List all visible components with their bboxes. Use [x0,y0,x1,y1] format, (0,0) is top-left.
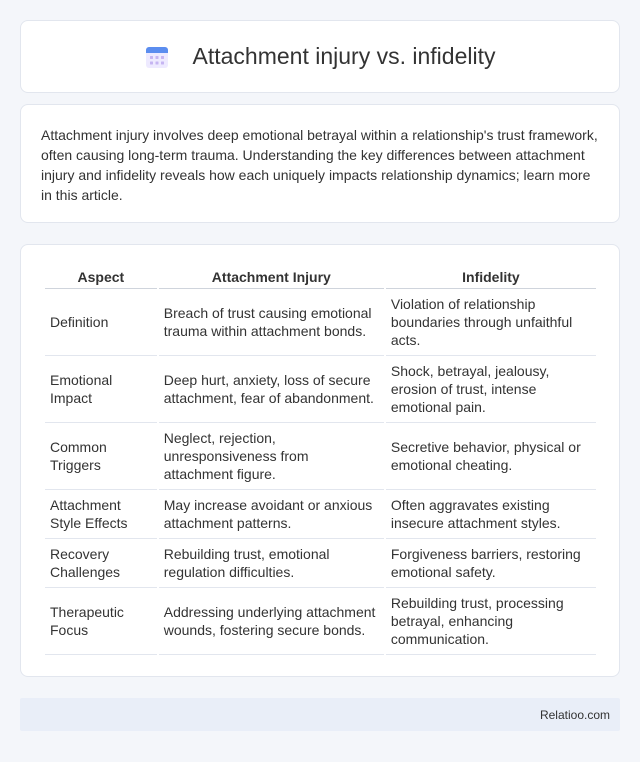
aspect-cell: Therapeutic Focus [45,588,157,655]
intro-text: Attachment injury involves deep emotional betrayal within a relationship's trust framework, often causing long-term trauma. Understanding the key differences between attachment injury and infidelity reveals how each uniquely impacts relationship dynamics; learn more in this article. [41,127,598,203]
table-row [45,289,596,356]
infidelity-cell: Often aggravates existing insecure attachment styles. [386,490,596,539]
comparison-card [20,244,620,677]
comparison-table [43,265,598,655]
infidelity-cell: Forgiveness barriers, restoring emotional safety. [386,539,596,588]
title-card [20,20,620,93]
table-row [45,539,596,588]
attachment-injury-cell: Neglect, rejection, unresponsiveness from attachment figure. [159,423,384,490]
infidelity-cell: Shock, betrayal, jealousy, erosion of trust, intense emotional pain. [386,356,596,423]
calendar-icon [145,45,169,69]
aspect-cell: Definition [45,289,157,356]
aspect-cell: Recovery Challenges [45,539,157,588]
aspect-cell: Emotional Impact [45,356,157,423]
table-row [45,356,596,423]
header-aspect: Aspect [45,265,157,289]
footer [20,698,620,731]
footer-site-link[interactable]: Relatioo.com [539,707,610,722]
aspect-cell: Common Triggers [45,423,157,490]
table-row [45,490,596,539]
attachment-injury-cell: Breach of trust causing emotional trauma within attachment bonds. [159,289,384,356]
infidelity-cell: Secretive behavior, physical or emotional cheating. [386,423,596,490]
infidelity-cell: Rebuilding trust, processing betrayal, enhancing communication. [386,588,596,655]
table-row [45,588,596,655]
header-attachment-injury: Attachment Injury [159,265,384,289]
table-header-row [45,265,596,289]
aspect-cell: Attachment Style Effects [45,490,157,539]
header-infidelity: Infidelity [386,265,596,289]
attachment-injury-cell: Addressing underlying attachment wounds, fostering secure bonds. [159,588,384,655]
page-title: Attachment injury vs. infidelity [192,43,496,69]
attachment-injury-cell: May increase avoidant or anxious attachment patterns. [159,490,384,539]
attachment-injury-cell: Rebuilding trust, emotional regulation difficulties. [159,539,384,588]
attachment-injury-cell: Deep hurt, anxiety, loss of secure attachment, fear of abandonment. [159,356,384,423]
table-row [45,423,596,490]
infidelity-cell: Violation of relationship boundaries through unfaithful acts. [386,289,596,356]
intro-card [20,104,620,223]
